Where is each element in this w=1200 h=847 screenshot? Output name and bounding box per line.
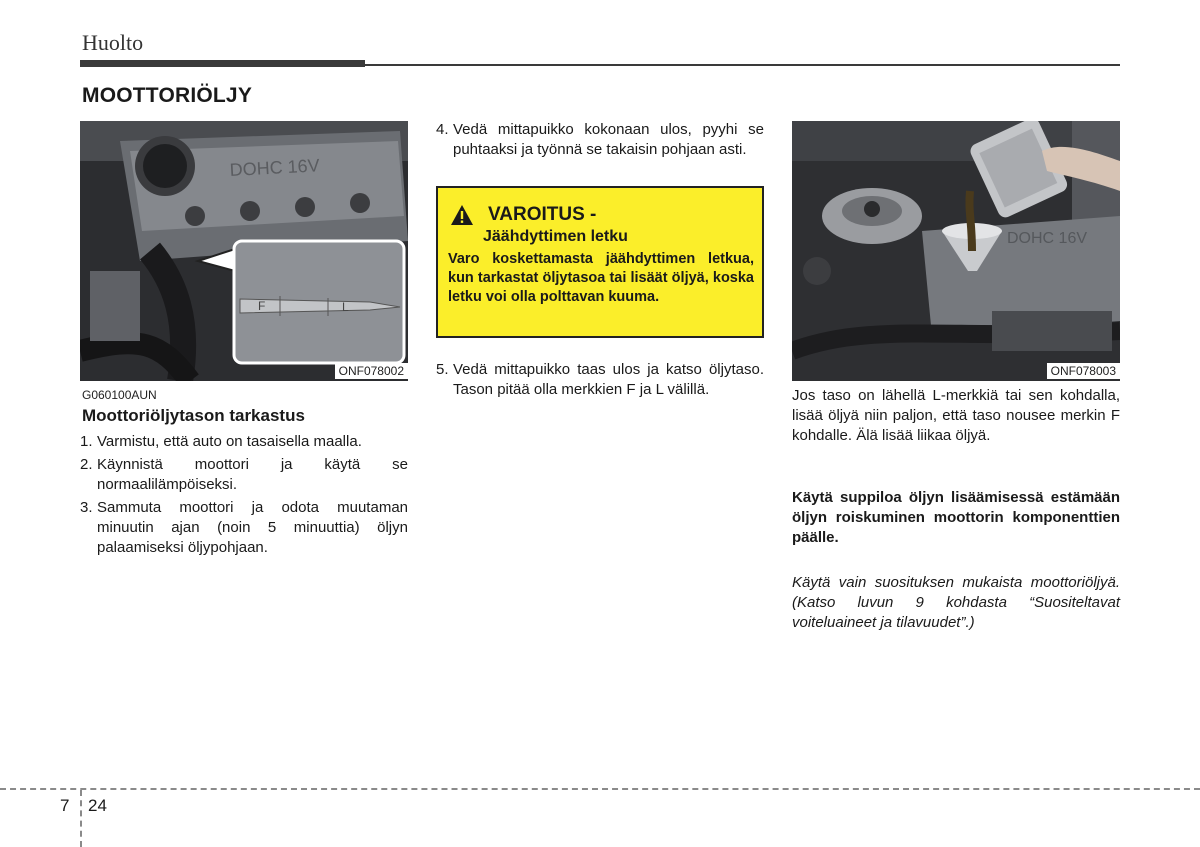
list-item xyxy=(436,360,764,400)
warning-title: VAROITUS - xyxy=(488,204,597,225)
chapter-title: Huolto xyxy=(82,30,144,55)
step-number: 1. xyxy=(80,433,93,450)
header-rule-thin xyxy=(365,64,1120,66)
step-text: Vedä mittapuikko taas ulos ja katso öljytaso. Tason pitää olla merkkien F ja L välillä. xyxy=(453,361,764,398)
oil-pouring-photo xyxy=(792,121,1120,381)
step-5 xyxy=(436,360,764,403)
step-number: 2. xyxy=(80,456,93,473)
engine-label: DOHC 16V xyxy=(229,155,321,180)
list-item xyxy=(436,120,764,160)
warning-text: Varo koskettamasta jäähdyttimen letkua, kun tarkastat öljytasoa tai lisäät öljyä, koska letku voi olla polttavan kuuma. xyxy=(448,251,754,305)
chapter-number: 7 xyxy=(60,796,70,815)
engine-label: DOHC 16V xyxy=(1007,230,1088,247)
paragraph-recommended-oil: Käytä vain suosituksen mukaista moottoriöljyä. (Katso luvun 9 kohdasta “Suositeltavat voiteluaineet ja tilavuudet”.) xyxy=(792,574,1120,631)
step-4 xyxy=(436,120,764,163)
step-number: 3. xyxy=(80,499,93,516)
footer-vertical-divider xyxy=(80,790,82,847)
page-number: 24 xyxy=(88,796,107,815)
paragraph-funnel: Käytä suppiloa öljyn lisäämisessä estämään öljyn roiskuminen moottorin komponenttien päälle. xyxy=(792,489,1120,546)
dipstick-f-mark: F xyxy=(258,299,266,313)
step-text: Käynnistä moottori ja käytä se normaalilämpöiseksi. xyxy=(97,456,408,493)
list-item xyxy=(80,432,408,452)
subheading: Moottoriöljytason tarkastus xyxy=(82,406,305,425)
step-text: Varmistu, että auto on tasaisella maalla. xyxy=(97,433,362,450)
header-rule-thick xyxy=(80,60,365,67)
section-code: G060100AUN xyxy=(82,388,157,402)
step-number: 5. xyxy=(436,361,449,378)
warning-subtitle: Jäähdyttimen letku xyxy=(483,228,628,245)
step-text: Sammuta moottori ja odota muutaman minuutin ajan (noin 5 minuuttia) öljyn palaamiseksi öljypohjaan. xyxy=(97,499,408,556)
engine-dipstick-photo xyxy=(80,121,408,381)
dipstick-l-mark: L xyxy=(342,300,349,314)
steps-list xyxy=(80,432,408,561)
list-item xyxy=(80,455,408,495)
footer-divider xyxy=(0,788,1200,790)
step-number: 4. xyxy=(436,121,449,138)
paragraph-oil-level: Jos taso on lähellä L-merkkiä tai sen kohdalla, lisää öljyä niin paljon, että taso nousee merkin F kohdalle. Älä lisää liikaa öljyä. xyxy=(792,387,1120,444)
section-title: MOOTTORIÖLJY xyxy=(82,84,253,107)
step-text: Vedä mittapuikko kokonaan ulos, pyyhi se puhtaaksi ja työnnä se takaisin pohjaan asti. xyxy=(453,121,764,158)
figure-caption-right: ONF078003 xyxy=(1047,363,1120,379)
list-item xyxy=(80,498,408,558)
warning-triangle-icon xyxy=(450,204,474,226)
figure-caption-left: ONF078002 xyxy=(335,363,408,379)
warning-box xyxy=(436,186,764,338)
